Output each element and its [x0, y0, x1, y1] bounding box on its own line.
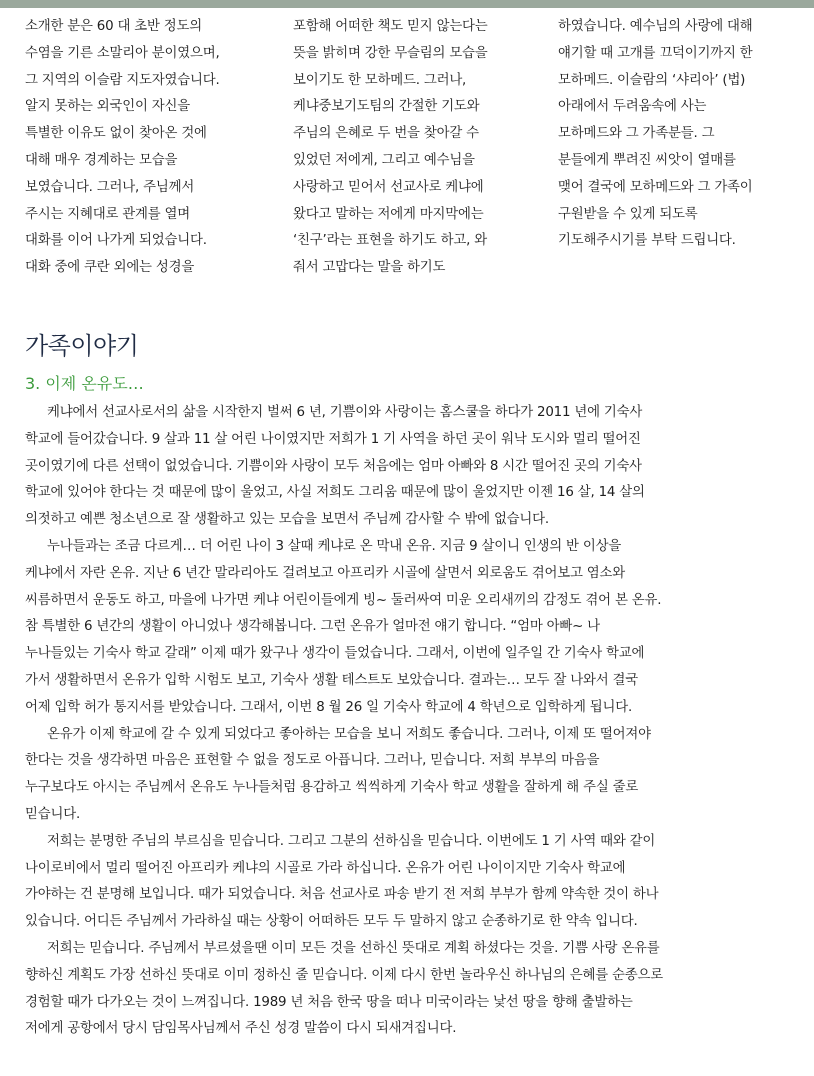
column-line: 기도해주시기를 부탁 드립니다. [558, 233, 736, 249]
column-line: 특별한 이유도 없이 찾아온 것에 [25, 126, 207, 142]
body-line: 참 특별한 6 년간의 생활이 아니었나 생각해봅니다. 그런 온유가 얼마전 얘기 합니다. “엄마 아빠~ 나 [25, 619, 600, 635]
column-line: 그 지역의 이슬람 지도자였습니다. [25, 72, 220, 88]
story-subtitle: 3. 이제 온유도… [25, 374, 144, 393]
body-line: 어제 입학 허가 통지서를 받았습니다. 그래서, 이번 8 월 26 일 기숙사 학교에 4 학년으로 입학하게 됩니다. [25, 699, 633, 715]
body-line: 누나들과는 조금 다르게… 더 어린 나이 3 살때 케냐로 온 막내 온유. 지금 9 살이니 인생의 반 이상을 [47, 538, 622, 554]
column-line: 사랑하고 믿어서 선교사로 케냐에 [293, 179, 484, 195]
column-line: 있었던 저에게, 그리고 예수님을 [293, 152, 475, 168]
column-line: 맺어 결국에 모하메드와 그 가족이 [558, 179, 753, 195]
body-line: 있습니다. 어디든 주님께서 가라하실 때는 상황이 어떠하든 모두 두 말하지 않고 순종하기로 한 약속 입니다. [25, 914, 638, 930]
body-line: 저희는 분명한 주님의 부르심을 믿습니다. 그리고 그분의 선하심을 믿습니다. 이번에도 1 기 사역 때와 같이 [47, 833, 656, 849]
body-line: 곳이였기에 다른 선택이 없었습니다. 기쁨이와 사랑이 모두 처음에는 엄마 아빠와 8 시간 떨어진 곳의 기숙사 [25, 458, 642, 474]
top-accent-bar [0, 0, 814, 8]
column-line: 뜻을 밝히며 강한 무슬림의 모습을 [293, 45, 488, 61]
body-line: 씨름하면서 운동도 하고, 마을에 나가면 케냐 어린이들에게 빙~ 둘러싸여 미운 오리새끼의 감정도 겪어 본 온유. [25, 592, 662, 608]
column-line: 줘서 고맙다는 말을 하기도 [293, 260, 446, 276]
body-line: 온유가 이제 학교에 갈 수 있게 되었다고 좋아하는 모습을 보니 저희도 좋습니다. 그러나, 이제 또 떨어져야 [47, 726, 651, 742]
column-line: 보이기도 한 모하메드. 그러나, [293, 72, 467, 88]
column-line: 대화 중에 쿠란 외에는 성경을 [25, 260, 195, 276]
column-line: 소개한 분은 60 대 초반 정도의 [25, 19, 203, 34]
text-column-3 [558, 14, 753, 255]
column-line: 주시는 지혜대로 관계를 열며 [25, 206, 190, 222]
column-line: 케냐중보기도팀의 간절한 기도와 [293, 99, 480, 115]
body-line: 저희는 믿습니다. 주님께서 부르셨을땐 이미 모든 것을 선하신 뜻대로 계획 하셨다는 것을. 기쁨 사랑 온유를 [47, 940, 660, 956]
body-line: 믿습니다. [25, 806, 80, 822]
column-line: 얘기할 때 고개를 끄덕이기까지 한 [558, 45, 753, 61]
body-line: 향하신 계획도 가장 선하신 뜻대로 이미 정하신 줄 믿습니다. 이제 다시 한번 놀라우신 하나님의 은혜를 순종으로 [25, 967, 663, 983]
body-line: 경험할 때가 다가오는 것이 느껴집니다. 1989 년 처음 한국 땅을 떠나 미국이라는 낯선 땅을 향해 출발하는 [25, 994, 633, 1010]
body-line: 케냐에서 선교사로서의 삶을 시작한지 벌써 6 년, 기쁨이와 사랑이는 홈스쿨을 하다가 2011 년에 기숙사 [47, 405, 643, 420]
body-line: 누구보다도 아시는 주님께서 온유도 누나들처럼 용감하고 씩씩하게 기숙사 학교 생활을 잘하게 해 주실 줄로 [25, 780, 639, 796]
column-line: 구원받을 수 있게 되도록 [558, 206, 698, 222]
text-column-1 [25, 14, 220, 282]
column-line: 대화를 이어 나가게 되었습니다. [25, 233, 207, 249]
column-line: ‘친구’라는 표현을 하기도 하고, 와 [293, 233, 487, 249]
body-line: 저에게 공항에서 당시 담임목사님께서 주신 성경 말씀이 다시 되새겨집니다. [25, 1021, 457, 1037]
body-line: 누나들있는 기숙사 학교 갈래” 이제 때가 왔구나 생각이 들었습니다. 그래서, 이번에 일주일 간 기숙사 학교에 [25, 646, 645, 662]
column-line: 모하메드와 그 가족분들. 그 [558, 126, 715, 142]
column-line: 왔다고 말하는 저에게 마지막에는 [293, 206, 484, 222]
text-column-2 [293, 14, 488, 282]
body-line: 가서 생활하면서 온유가 입학 시험도 보고, 기숙사 생활 테스트도 보았습니다. 결과는… 모두 잘 나와서 결국 [25, 672, 638, 688]
column-line: 포함해 어떠한 책도 믿지 않는다는 [293, 19, 488, 34]
column-line: 대해 매우 경계하는 모습을 [25, 152, 178, 168]
column-line: 분들에게 뿌려진 씨앗이 열매를 [558, 152, 736, 168]
body-line: 학교에 들어갔습니다. 9 살과 11 살 어린 나이였지만 저희가 1 기 사역을 하던 곳이 워낙 도시와 멀리 떨어진 [25, 431, 641, 447]
section-title: 가족이야기 [25, 332, 139, 360]
column-line: 수염을 기른 소말리아 분이였으며, [25, 45, 220, 61]
body-line: 나이로비에서 멀리 떨어진 아프리카 케냐의 시골로 가라 하십니다. 온유가 어린 나이이지만 기숙사 학교에 [25, 860, 626, 876]
column-line: 하였습니다. 예수님의 사랑에 대해 [558, 19, 753, 34]
body-line: 가야하는 건 분명해 보입니다. 때가 되었습니다. 처음 선교사로 파송 받기 전 저희 부부가 함께 약속한 것이 하나 [25, 887, 659, 903]
column-line: 아래에서 두려움속에 사는 [558, 99, 707, 115]
story-body [25, 400, 795, 1043]
column-line: 알지 못하는 외국인이 자신을 [25, 99, 190, 115]
column-line: 주님의 은혜로 두 번을 찾아갈 수 [293, 126, 479, 142]
body-line: 한다는 것을 생각하면 마음은 표현할 수 없을 정도로 아픕니다. 그러나, 믿습니다. 저희 부부의 마음을 [25, 753, 600, 769]
column-line: 모하메드. 이슬람의 ‘샤리아’ (법) [558, 72, 746, 88]
body-line: 케냐에서 자란 온유. 지난 6 년간 말라리아도 걸려보고 아프리카 시골에 살면서 외로움도 겪어보고 염소와 [25, 565, 625, 581]
body-line: 의젓하고 예쁜 청소년으로 잘 생활하고 있는 모습을 보면서 주님께 감사할 수 밖에 없습니다. [25, 512, 549, 528]
column-line: 보였습니다. 그러나, 주님께서 [25, 179, 195, 195]
body-line: 학교에 있어야 한다는 것 때문에 많이 울었고, 사실 저희도 그리움 때문에 많이 울었지만 이젠 16 살, 14 살의 [25, 485, 645, 501]
